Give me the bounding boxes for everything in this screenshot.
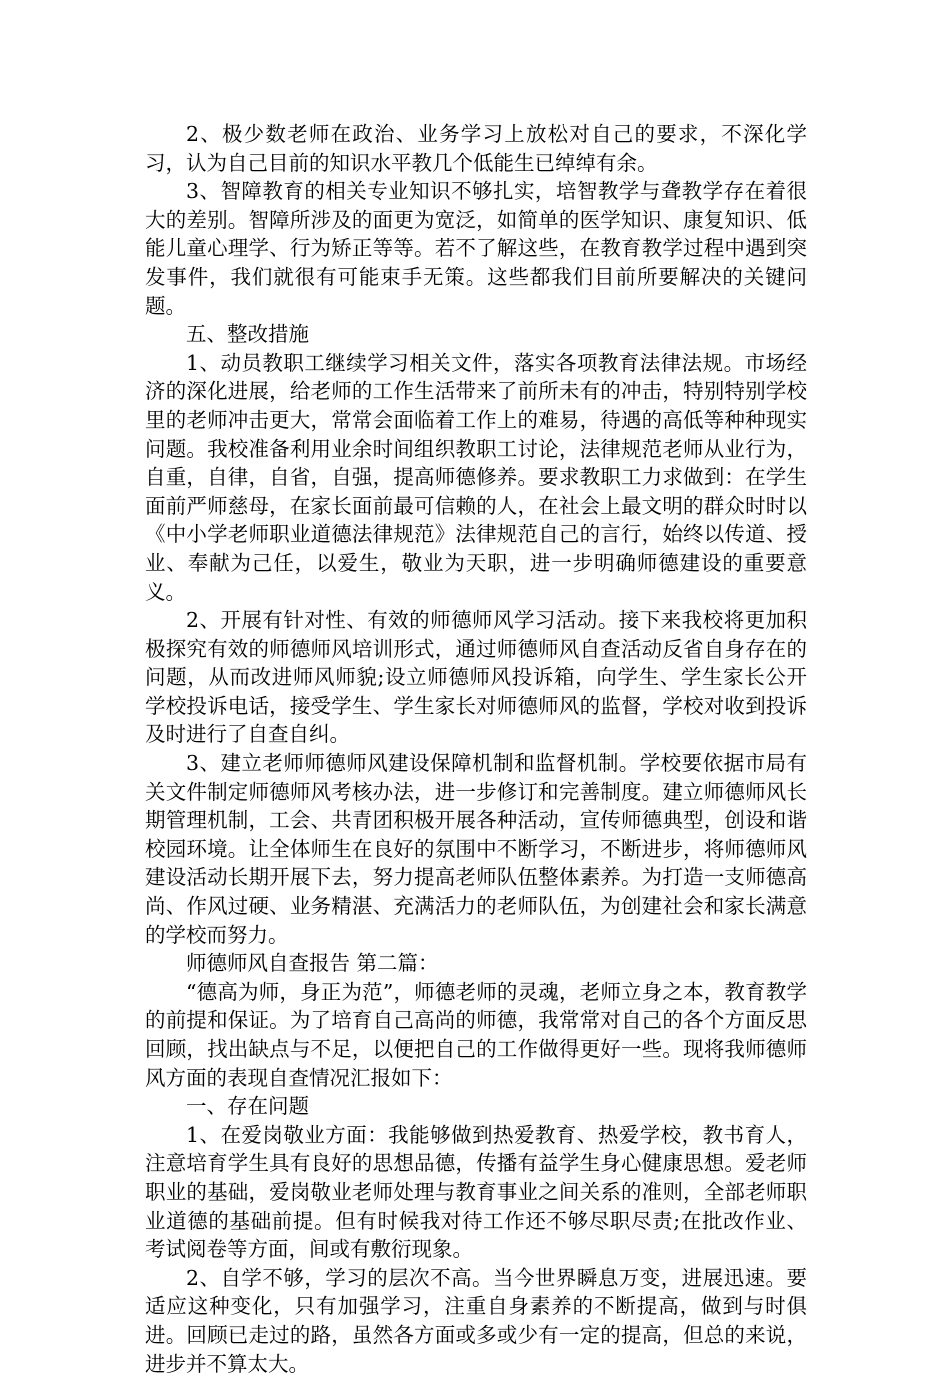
paragraph-3: 1、动员教职工继续学习相关文件，落实各项教育法律法规。市场经济的深化进展，给老师的工作生活带来了前所未有的冲击，特别特别学校里的老师冲击更大，常常会面临着工作上的难易，待遇的高低等种种现实问题。我校准备利用业余时间组织教职工讨论，法律规范老师从业行为，自重，自律，自省，自强，提高师德修养。要求教职工力求做到：在学生面前严师慈母，在家长面前最可信赖的人，在社会上最文明的群众时时以《中小学老师职业道德法律规范》法律规范自己的言行，始终以传道、授业、奉献为己任，以爱生，敬业为天职，进一步明确师德建设的重要意义。 xyxy=(145,350,807,604)
paragraph-2: 3、智障教育的相关专业知识不够扎实，培智教学与聋教学存在着很大的差别。智障所涉及的面更为宽泛，如简单的医学知识、康复知识、低能儿童心理学、行为矫正等等。若不了解这些，在教育教学过程中遇到突发事件，我们就很有可能束手无策。这些都我们目前所要解决的关键问题。 xyxy=(145,179,807,318)
paragraph-5: 3、建立老师师德师风建设保障机制和监督机制。学校要依据市局有关文件制定师德师风考核办法，进一步修订和完善制度。建立师德师风长期管理机制，工会、共青团积极开展各种活动，宣传师德典型，创设和谐校园环境。让全体师生在良好的氛围中不断学习，不断进步，将师德师风建设活动长期开展下去，努力提高老师队伍整体素养。为打造一支师德高尚、作风过硬、业务精湛、充满活力的老师队伍，为创建社会和家长满意的学校而努力。 xyxy=(145,751,807,947)
paragraph-4: 2、开展有针对性、有效的师德师风学习活动。接下来我校将更加积极探究有效的师德师风培训形式，通过师德师风自查活动反省自身存在的问题，从而改进师风师貌;设立师德师风投诉箱，向学生、学生家长公开学校投诉电话，接受学生、学生家长对师德师风的监督，学校对收到投诉及时进行了自查自纠。 xyxy=(145,608,807,747)
paragraph-8: 2、自学不够，学习的层次不高。当今世界瞬息万变，进展迅速。要适应这种变化，只有加强学习，注重自身素养的不断提高，做到与时俱进。回顾已走过的路，虽然各方面或多或少有一定的提高，但总的来说，进步并不算太大。 xyxy=(145,1265,807,1376)
paragraph-7: 1、在爱岗敬业方面：我能够做到热爱教育、热爱学校，教书育人，注意培育学生具有良好的思想品德，传播有益学生身心健康思想。爱老师职业的基础，爱岗敬业老师处理与教育事业之间关系的准则，全部老师职业道德的基础前提。但有时候我对待工作还不够尽职尽责;在批改作业、考试阅卷等方面，间或有敷衍现象。 xyxy=(145,1122,807,1262)
report-part-title: 师德师风自查报告 第二篇： xyxy=(186,951,439,976)
section-heading-5: 五、整改措施 xyxy=(186,322,309,347)
paragraph-1: 2、极少数老师在政治、业务学习上放松对自己的要求，不深化学习，认为自己目前的知识水平教几个低能生已绰绰有余。 xyxy=(145,122,807,175)
document-body xyxy=(145,120,807,1378)
section-heading-1: 一、存在问题 xyxy=(186,1094,309,1119)
paragraph-6: “德高为师，身正为范”，师德老师的灵魂，老师立身之本，教育教学的前提和保证。为了培育自己高尚的师德，我常常对自己的各个方面反思回顾，找出缺点与不足，以便把自己的工作做得更好一些。现将我师德师风方面的表现自查情况汇报如下： xyxy=(145,979,807,1090)
